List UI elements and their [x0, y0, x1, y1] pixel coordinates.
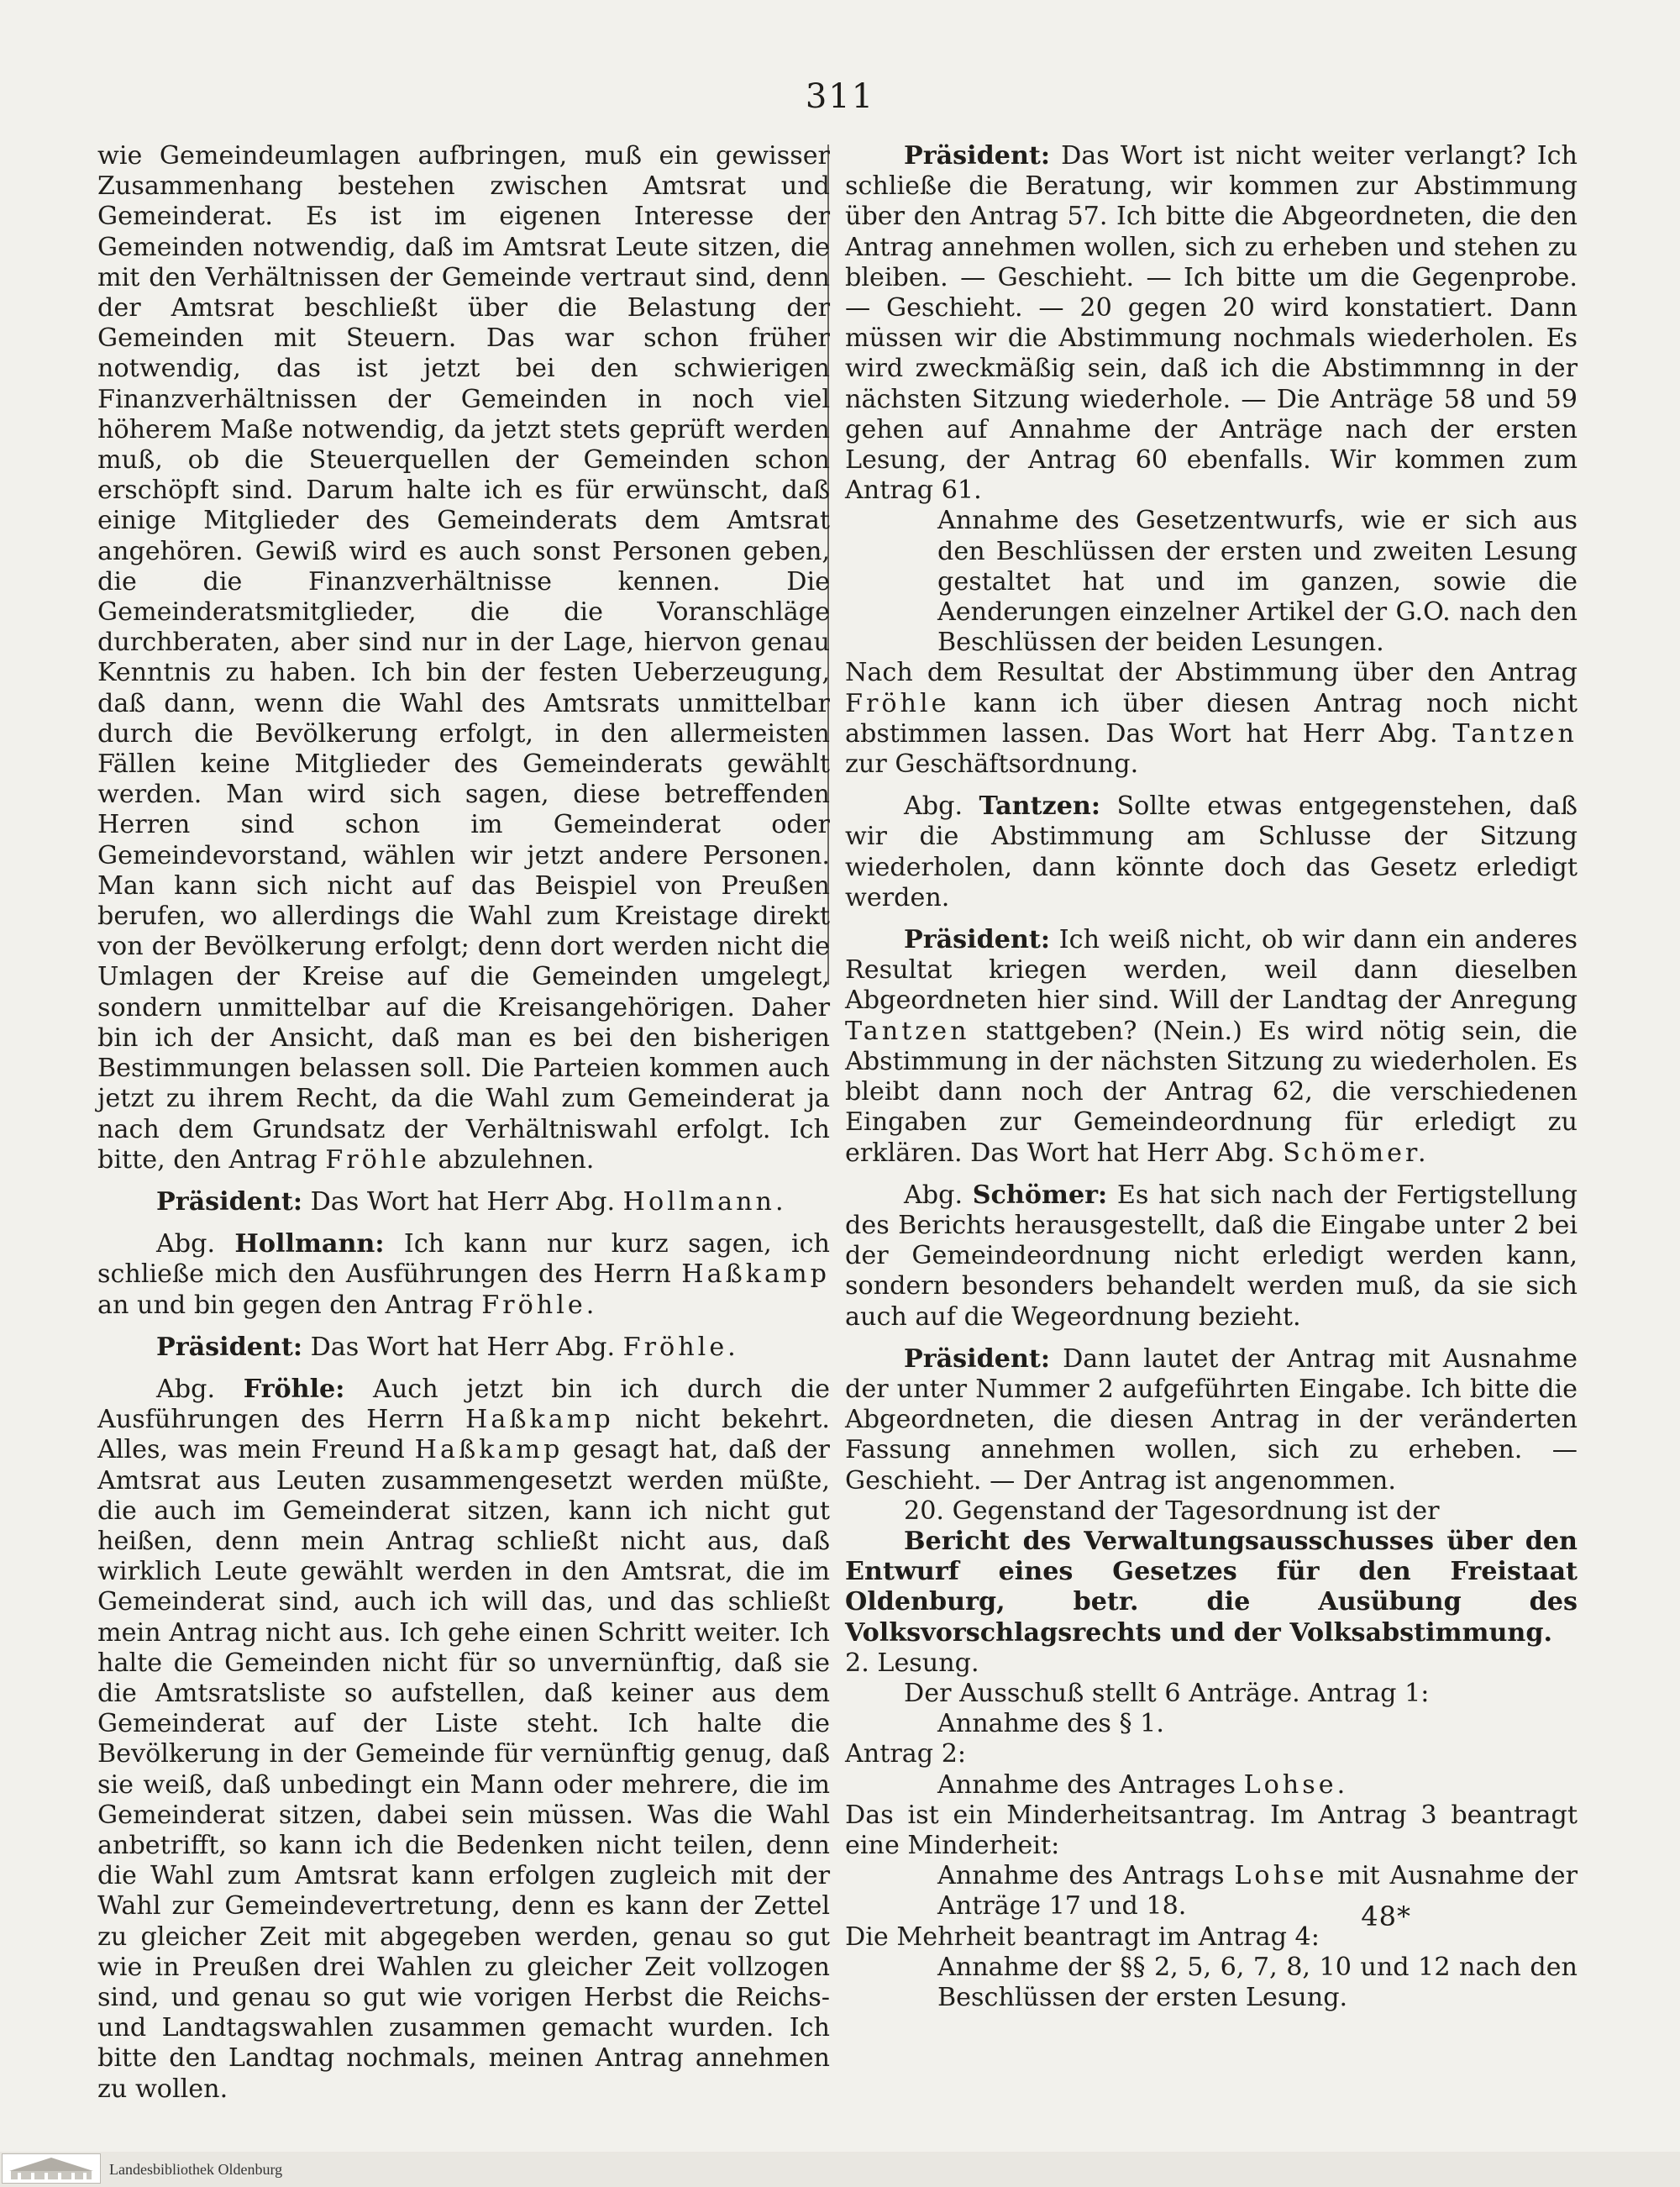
motion-text: Annahme des Gesetzentwurfs, wie er sich aus den Beschlüssen der ersten und zweiten Lesung gestaltet hat und im ganzen, sowie die Aenderungen einzelner Artikel der G.O. nach den Beschlüssen der beiden Lesungen. [937, 506, 1578, 658]
library-name: Landesbibliothek Oldenburg [109, 2161, 283, 2178]
left-column [97, 141, 830, 2116]
reading-label: 2. Lesung. [845, 1648, 979, 1678]
paragraph: Abg. Hollmann: Ich kann nur kurz sagen, ich schließe mich den Ausführungen des Herrn Haßkamp an und bin gegen den Antrag Fröhle. [97, 1229, 830, 1320]
paragraph: Die Mehrheit beantragt im Antrag 4: [845, 1922, 1320, 1952]
motion-text: Annahme des Antrages Lohse. [937, 1769, 1349, 1800]
paragraph: Abg. Schömer: Es hat sich nach der Fertigstellung des Berichts herausgestellt, daß die Eingabe unter 2 bei der Gemeindeordnung nicht erledigt werden kann, sondern besonders behandelt werden muß, da sie sich auch auf die Wegeordnung bezieht. [845, 1180, 1578, 1332]
report-title: Bericht des Verwaltungsausschusses über den Entwurf eines Gesetzes für den Freistaat Oldenburg, betr. die Ausübung des Volksvorschlagsrechts und der Volksabstimmung. [845, 1526, 1578, 1648]
paragraph: Präsident: Das Wort hat Herr Abg. Fröhle. [156, 1332, 739, 1362]
paragraph: Präsident: Das Wort ist nicht weiter verlangt? Ich schließe die Beratung, wir kommen zur Abstimmung über den Antrag 57. Ich bitte die Abgeordneten, die den Antrag annehmen wollen, sich zu erheben und stehen zu bleiben. — Geschieht. — Ich bitte um die Gegenprobe. — Geschieht. — 20 gegen 20 wird konstatiert. Dann müssen wir die Abstimmung nochmals wiederholen. Es wird zweckmäßig sein, daß ich die Abstimmnng in der nächsten Sitzung wiederhole. — Die Anträge 58 und 59 gehen auf Annahme der Anträge nach der ersten Lesung, der Antrag 60 ebenfalls. Wir kommen zum Antrag 61. [845, 141, 1578, 506]
agenda-item: 20. Gegenstand der Tagesordnung ist der [904, 1496, 1440, 1526]
motion-text: Annahme der §§ 2, 5, 6, 7, 8, 10 und 12 nach den Beschlüssen der ersten Lesung. [937, 1952, 1578, 2012]
paragraph: Präsident: Das Wort hat Herr Abg. Hollmann. [156, 1186, 787, 1217]
paragraph: Das ist ein Minderheitsantrag. Im Antrag 3 beantragt eine Minderheit: [845, 1800, 1578, 1860]
paragraph: Präsident: Dann lautet der Antrag mit Ausnahme der unter Nummer 2 aufgeführten Eingabe. Ich bitte die Abgeordneten, die diesen Antrag in der veränderten Fassung annehmen wollen, sich zu erheben. — Geschieht. — Der Antrag ist angenommen. [845, 1343, 1578, 1496]
motion-text: Annahme des § 1. [937, 1709, 1164, 1739]
library-building-icon [2, 2153, 101, 2184]
paragraph: wie Gemeindeumlagen aufbringen, muß ein gewisser Zusammenhang bestehen zwischen Amtsrat und Gemeinderat. Es ist im eigenen Interesse der Gemeinden notwendig, daß im Amtsrat Leute sitzen, die mit den Verhältnissen der Gemeinde vertraut sind, denn der Amtsrat beschließt über die Belastung der Gemeinden mit Steuern. Das war schon früher notwendig, das ist jetzt bei den schwierigen Finanzverhältnissen der Gemeinden in noch viel höherem Maße notwendig, da jetzt stets geprüft werden muß, ob die Steuerquellen der Gemeinden schon erschöpft sind. Darum halte ich es für erwünscht, daß einige Mitglieder des Gemeinderats dem Amtsrat angehören. Gewiß wird es auch sonst Personen geben, die die Finanzverhältnisse kennen. Die Gemeinderatsmitglieder, die die Voranschläge durchberaten, aber sind nur in der Lage, hiervon genau Kenntnis zu haben. Ich bin der festen Ueberzeugung, daß dann, wenn die Wahl des Amtsrats unmittelbar durch die Bevölkerung erfolgt, in den allermeisten Fällen keine Mitglieder des Gemeinderats gewählt werden. Man wird sich sagen, diese betreffenden Herren sind schon im Gemeinderat oder Gemeindevorstand, wählen wir jetzt andere Personen. Man kann sich nicht auf das Beispiel von Preußen berufen, wo allerdings die Wahl zum Kreistage direkt von der Bevölkerung erfolgt; denn dort werden nicht die Umlagen der Kreise auf die Gemeinden umgelegt, sondern unmittelbar auf die Kreisangehörigen. Daher bin ich der Ansicht, daß man es bei den bisherigen Bestimmungen belassen soll. Die Parteien kommen auch jetzt zu ihrem Recht, da die Wahl zum Gemeinderat ja nach dem Grundsatz der Verhältniswahl erfolgt. Ich bitte, den Antrag Fröhle abzulehnen. [97, 141, 830, 1175]
footer-bar [0, 2152, 1680, 2187]
paragraph: Antrag 2: [845, 1739, 967, 1769]
paragraph: Der Ausschuß stellt 6 Anträge. Antrag 1: [904, 1678, 1430, 1708]
paragraph: Abg. Fröhle: Auch jetzt bin ich durch die Ausführungen des Herrn Haßkamp nicht bekehrt. Alles, was mein Freund Haßkamp gesagt hat, daß der Amtsrat aus Leuten zusammengesetzt werden müßte, die auch im Gemeinderat sitzen, kann ich nicht gut heißen, denn mein Antrag schließt nicht aus, daß wirklich Leute gewählt werden in den Amtsrat, die im Gemeinderat sind, auch ich will das, und das schließt mein Antrag nicht aus. Ich gehe einen Schritt weiter. Ich halte die Gemeinden nicht für so unvernünftig, daß sie die Amtsratsliste so aufstellen, daß keiner aus dem Gemeinderat auf der Liste steht. Ich halte die Bevölkerung in der Gemeinde für vernünftig genug, daß sie weiß, daß unbedingt ein Mann oder mehrere, die im Gemeinderat sitzen, dabei sein müssen. Was die Wahl anbetrifft, so kann ich die Bedenken nicht teilen, denn die Wahl zum Amtsrat kann erfolgen zugleich mit der Wahl zur Gemeindevertretung, denn es kann der Zettel zu gleicher Zeit mit abgegeben werden, genau so gut wie in Preußen drei Wahlen zu gleicher Zeit vollzogen sind, und genau so gut wie vorigen Herbst die Reichs- und Landtagswahlen zusammen gemacht wurden. Ich bitte den Landtag nochmals, meinen Antrag annehmen zu wollen. [97, 1374, 830, 2104]
signature-mark: 48* [1361, 1900, 1411, 1932]
page-number: 311 [805, 77, 875, 116]
paragraph: Präsident: Ich weiß nicht, ob wir dann ein anderes Resultat kriegen werden, weil dann dieselben Abgeordneten hier sind. Will der Landtag der Anregung Tantzen stattgeben? (Nein.) Es wird nötig sein, die Abstimmung in der nächsten Sitzung zu wiederholen. Es bleibt dann noch der Antrag 62, die verschiedenen Eingaben zur Gemeindeordnung für erledigt zu erklären. Das Wort hat Herr Abg. Schömer. [845, 925, 1578, 1168]
motion-text: Annahme des Antrags Lohse mit Ausnahme der Anträge 17 und 18. [937, 1861, 1578, 1922]
right-column [845, 141, 1578, 2013]
paragraph: Nach dem Resultat der Abstimmung über den Antrag Fröhle kann ich über diesen Antrag noch nicht abstimmen lassen. Das Wort hat Herr Abg. Tantzen zur Geschäftsordnung. [845, 658, 1578, 780]
paragraph: Abg. Tantzen: Sollte etwas entgegenstehen, daß wir die Abstimmung am Schlusse der Sitzung wiederholen, dann könnte doch das Gesetz erledigt werden. [845, 791, 1578, 912]
